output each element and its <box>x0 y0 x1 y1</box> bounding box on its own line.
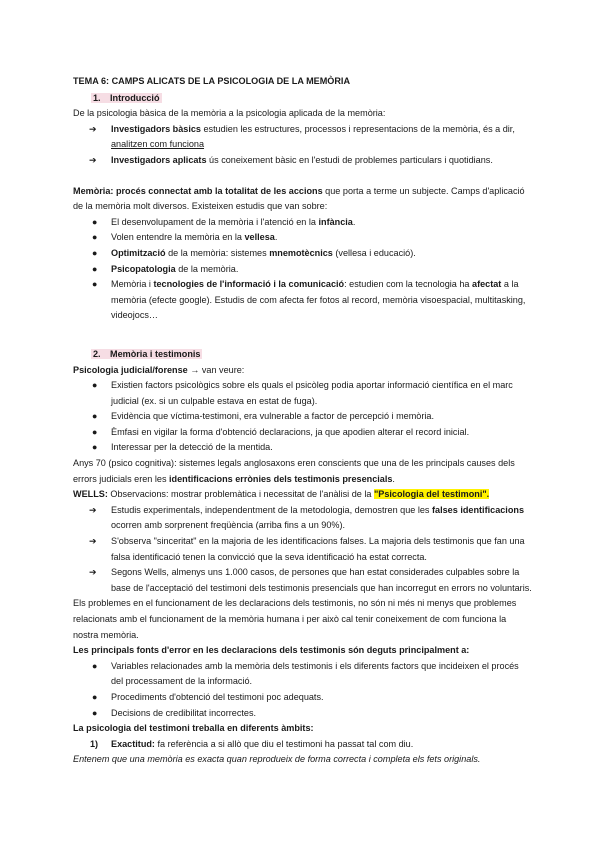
spacer <box>73 339 533 347</box>
item-text: fa referència a si allò que diu el testimoni ha passat tal com diu. <box>154 738 414 749</box>
bold-term: Investigadors aplicats <box>111 154 207 165</box>
bold-term: Investigadors bàsics <box>111 123 201 134</box>
item-text: Procediments d'obtenció del testimoni poc adequats. <box>111 691 324 702</box>
bold-term: infància <box>318 216 353 227</box>
bold-term: falses identificacions <box>432 504 524 515</box>
item-text: : estudien com la tecnologia ha <box>344 279 473 290</box>
bold-term: Les principals fonts d'error en les declaracions dels testimonis són deguts principalment a: <box>73 645 470 656</box>
section-1-title: Introducció <box>110 92 160 103</box>
item-text: estudien les estructures, processos i representacions de la memòria, és a dir, <box>200 123 515 134</box>
bullet-icon: ● <box>92 380 98 391</box>
section-2-highlight <box>91 349 202 359</box>
bold-term: La psicologia del testimoni treballa en diferents àmbits: <box>73 723 314 734</box>
paragraph-text: Observacions: mostrar problemàtica i necessitat de l'anàlisi de la <box>107 489 374 500</box>
bold-term: Psicopatologia <box>111 263 176 274</box>
bullet-icon: ● <box>92 660 98 671</box>
memoria-paragraph <box>73 184 533 215</box>
list-item <box>73 230 533 246</box>
wells-paragraph <box>73 487 533 503</box>
item-text: S'observa "sinceritat" en la majoria de les identificacions falses. La majoria dels testimonis que fan una falsa identificació tenen la convicció que la seva identificació ha estat correcta. <box>111 536 525 562</box>
arrow-icon: ➔ <box>89 567 97 578</box>
item-text: de la memòria: sistemes <box>165 247 270 258</box>
paragraph-text: Anys 70 (psico cognitiva): sistemes legals anglosaxons eren conscients que una de les principals causes dels errors judicials eren les <box>73 458 515 484</box>
list-item <box>73 565 533 596</box>
bullet-icon: ● <box>92 442 98 453</box>
arrow-icon: ➔ <box>89 154 97 165</box>
paragraph-text: . <box>392 473 395 484</box>
section-2-title: Memòria i testimonis <box>110 348 201 359</box>
bullet-icon: ● <box>92 279 98 290</box>
document-title: TEMA 6: CAMPS ALICATS DE LA PSICOLOGIA DE LA MEMÒRIA <box>73 76 351 86</box>
bullet-icon: ● <box>92 707 98 718</box>
bold-term: Memòria: procés connectat amb la totalitat de les accions <box>73 185 323 196</box>
item-text: ús coneixement bàsic en l'estudi de problemes particulars i quotidians. <box>206 154 493 165</box>
item-text: . <box>274 232 278 243</box>
bold-term: vellesa <box>244 232 275 243</box>
bold-term: Exactitud: <box>111 738 155 749</box>
list-item <box>73 659 533 690</box>
bold-term: Psicologia judicial/forense <box>73 364 188 375</box>
list-item <box>73 215 533 231</box>
list-item <box>73 425 533 441</box>
item-text: de la memòria. <box>175 263 239 274</box>
list-item <box>73 690 533 706</box>
item-text: El desenvolupament de la memòria i l'atenció en la <box>111 216 319 227</box>
item-text: Existien factors psicològics sobre els quals el psicòleg podia aportar informació científica en el marc judicial (ex. si un culpable estava en estat de fuga). <box>111 380 513 406</box>
item-number: 1) <box>90 738 99 749</box>
italic-paragraph: Entenem que una memòria es exacta quan reprodueix de forma correcta i completa els fets originals. <box>73 754 481 765</box>
item-text: . <box>352 216 356 227</box>
bold-term: WELLS: <box>73 489 108 500</box>
list-item <box>73 153 533 169</box>
section-1-highlight <box>91 93 162 103</box>
item-text: (vellesa i educació). <box>332 247 416 258</box>
bullet-icon: ● <box>92 247 98 258</box>
bullet-icon: ● <box>92 411 98 422</box>
underlined-text: analitzen com funciona <box>111 139 205 150</box>
list-item <box>73 706 533 722</box>
intro-paragraph: De la psicologia bàsica de la memòria a la psicologia aplicada de la memòria: <box>73 108 386 119</box>
item-text: Èmfasi en vigilar la forma d'obtenció declaracions, ja que apodien alterar el record inicial. <box>111 426 470 437</box>
bullet-icon: ● <box>92 216 98 227</box>
list-item <box>73 737 533 753</box>
section-1-number: 1. <box>93 92 101 103</box>
bold-term: identificacions errònies dels testimonis presencials <box>169 473 393 484</box>
paragraph-text: que porta a terme un subjecte. Camps d'aplicació de la memòria molt diversos. Existeixen estudis que van sobre: <box>73 185 525 212</box>
section-1-heading <box>73 91 533 107</box>
list-item <box>73 277 533 324</box>
list-item <box>73 534 533 565</box>
item-text: Memòria i <box>111 279 154 290</box>
spacer <box>73 324 533 339</box>
fonts-error-heading <box>73 643 533 659</box>
ambits-heading <box>73 721 533 737</box>
item-text: ocorren amb sorprenent freqüència (arriba fins a un 90%). <box>111 520 346 531</box>
list-item <box>73 378 533 409</box>
bullet-icon: ● <box>92 691 98 702</box>
paragraph-text: → van veure: <box>187 364 245 375</box>
item-text: Evidència que víctima-testimoni, era vulnerable a factor de percepció i memòria. <box>111 411 434 422</box>
list-item <box>73 503 533 534</box>
arrow-icon: ➔ <box>89 536 97 547</box>
subheading-forense <box>73 363 533 379</box>
bold-term: afectat <box>472 279 502 290</box>
list-item <box>73 246 533 262</box>
item-text: Variables relacionades amb la memòria dels testimonis i els diferents factors que incideixen el procés del processament de la informació. <box>111 660 519 687</box>
arrow-icon: ➔ <box>89 504 97 515</box>
item-text: Estudis experimentals, independentment de la metodologia, demostren que les <box>111 504 433 515</box>
bullet-icon: ● <box>92 426 98 437</box>
list-item <box>73 409 533 425</box>
item-text: Decisions de credibilitat incorrectes. <box>111 707 257 718</box>
problemes-paragraph: Els problemes en el funcionament de les declaracions dels testimonis, no són ni més ni menys que problemes relacionats amb el funcionament de la memòria humana i per això cal tenir coneixement de com funciona la nostra memòria. <box>73 598 517 640</box>
item-text: Volen entendre la memòria en la <box>111 232 245 243</box>
list-item <box>73 440 533 456</box>
list-item <box>73 262 533 278</box>
item-text: Interessar per la detecció de la mentida. <box>111 442 273 453</box>
bold-term: Optimització <box>111 247 166 258</box>
item-text: a la memòria (efecte google). Estudis de com afecta fer fotos al record, memòria visoespacial, multitasking, videojocs… <box>111 279 526 321</box>
list-item <box>73 122 533 153</box>
bullet-icon: ● <box>92 263 98 274</box>
bold-term: mnemotècnics <box>269 247 333 258</box>
arrow-icon: ➔ <box>89 123 97 134</box>
document-content <box>73 74 533 768</box>
item-text: Segons Wells, almenys uns 1.000 casos, de persones que han estat considerades culpables sobre la base de l'acceptació del testimoni dels testimonis presencials que han incorregut en errors no voluntaris. <box>111 567 532 593</box>
section-2-heading <box>73 347 533 363</box>
section-2-number: 2. <box>93 348 101 359</box>
anys70-paragraph <box>73 456 533 487</box>
bullet-icon: ● <box>92 232 98 243</box>
spacer <box>73 169 533 184</box>
highlighted-term: "Psicologia del testimoni". <box>373 489 490 500</box>
bold-term: tecnologies de l'informació i la comunicació <box>153 279 345 290</box>
